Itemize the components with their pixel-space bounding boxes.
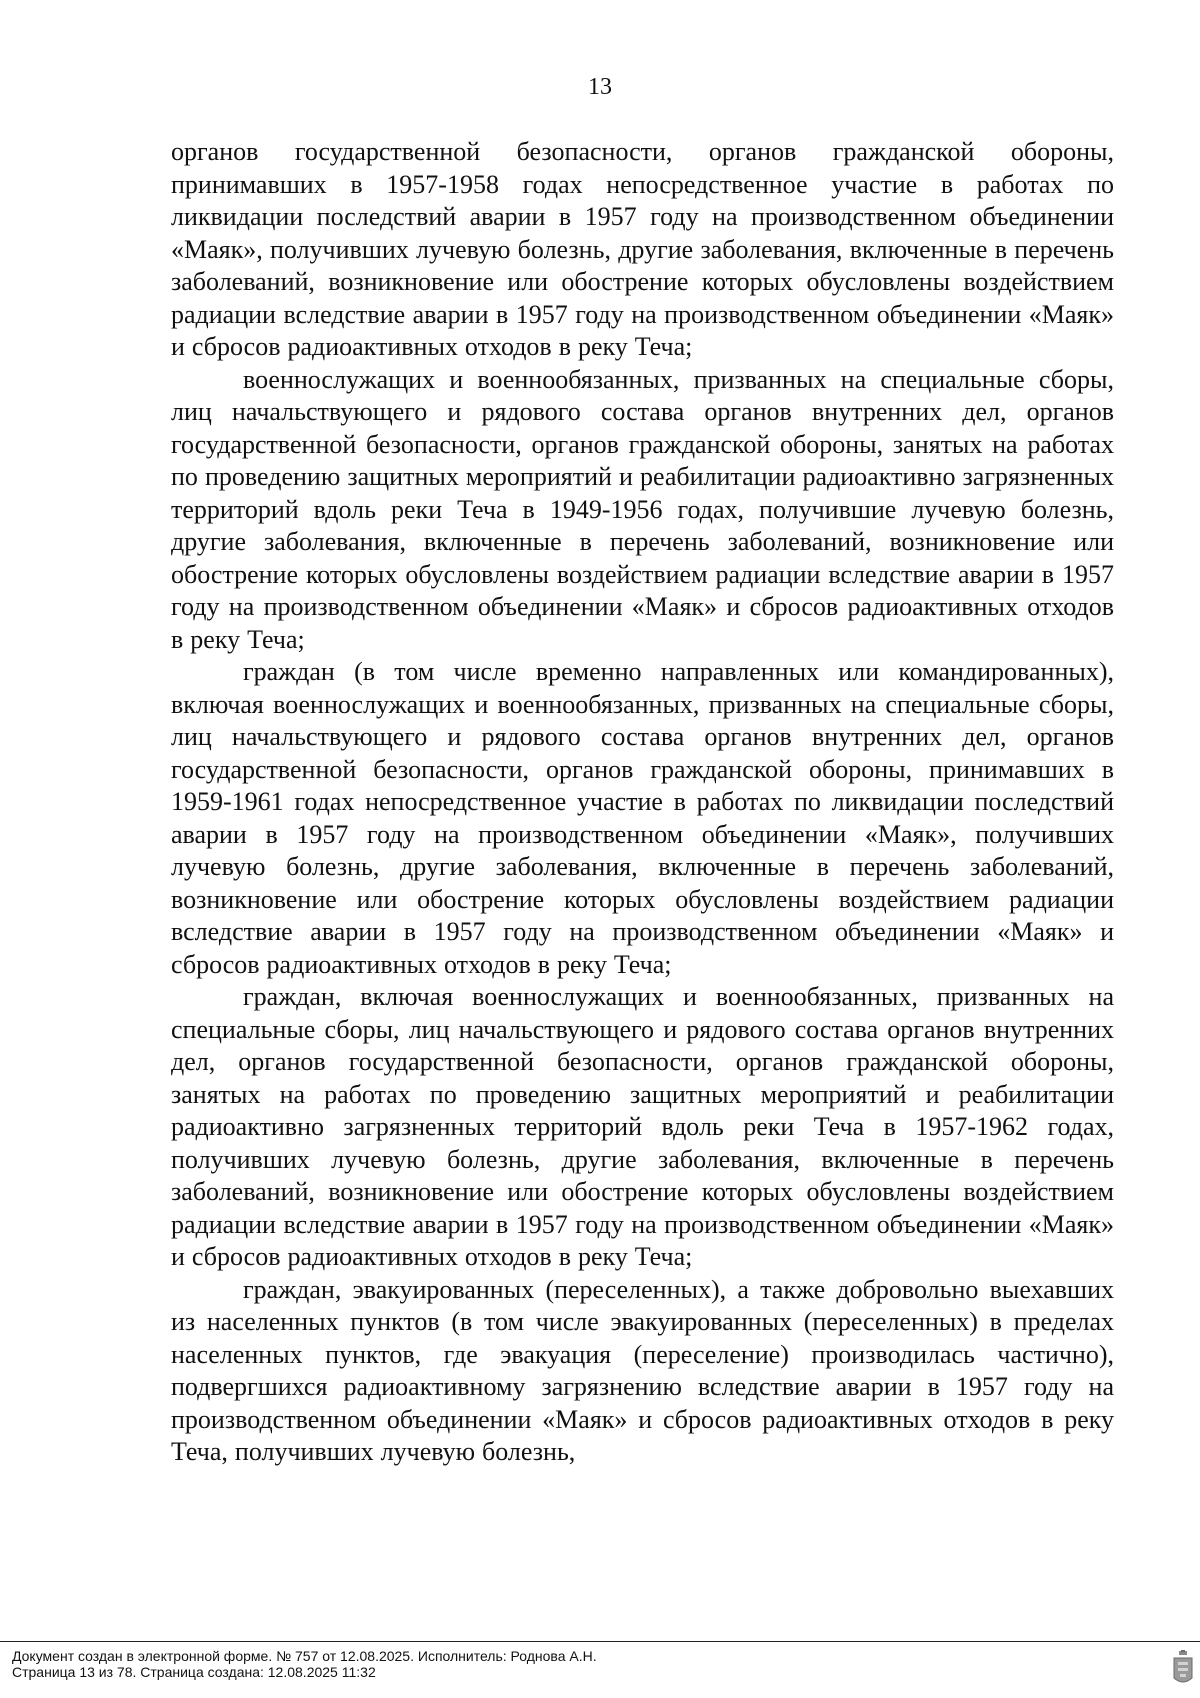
paragraph-citizens-1957-1962: граждан, включая военнослужащих и военнообязанных, призванных на специальные сборы, лиц начальствующего и рядового состава органов внутренних дел, органов государственной безопасности, органов гражданской обороны, занятых на работах по проведению защитных мероприятий и реабилитации радиоактивно загрязненных территорий вдоль реки Теча в 1957-1962 годах, получивших лучевую болезнь, другие заболевания, включенные в перечень заболеваний, возникновение или обострение которых обусловлены воздействием радиации вследствие аварии в 1957 году на производственном объединении «Маяк» и сбросов радиоактивных отходов в реку Теча;: [171, 982, 1114, 1271]
paragraph-evacuated-citizens: граждан, эвакуированных (переселенных), а также добровольно выехавших из населенных пунктов (в том числе эвакуированных (переселенных) в пределах населенных пунктов, где эвакуация (переселение) производилась частично), подвергшихся радиоактивному загрязнению вследствие аварии в 1957 году на производственном объединении «Маяк» и сбросов радиоактивных отходов в реку Теча, получивших лучевую болезнь,: [171, 1274, 1114, 1466]
paragraph-continuation: органов государственной безопасности, органов гражданской обороны, принимавших в 1957-1958 годах непосредственное участие в работах по ликвидации последствий аварии в 1957 году на производственном объединении «Маяк», получивших лучевую болезнь, другие заболевания, включенные в перечень заболеваний, возникновение или обострение которых обусловлены воздействием радиации вследствие аварии в 1957 году на производственном объединении «Маяк» и сбросов радиоактивных отходов в реку Теча;: [171, 137, 1114, 361]
footer-page-info: Страница 13 из 78. Страница создана: 12.08.2025 11:32: [12, 1664, 376, 1680]
electronic-document-footer: [12, 1648, 597, 1680]
coat-of-arms-icon: [1172, 1650, 1194, 1688]
footer-document-info: Документ создан в электронной форме. № 757 от 12.08.2025. Исполнитель: Роднова А.Н.: [12, 1648, 597, 1664]
page-number: 13: [588, 74, 612, 100]
body-text: [171, 136, 1114, 1469]
paragraph-citizens-1959-1961: граждан (в том числе временно направленных или командированных), включая военнослужащих и военнообязанных, призванных на специальные сборы, лиц начальствующего и рядового состава органов внутренних дел, органов государственной безопасности, органов гражданской обороны, принимавших в 1959-1961 годах непосредственное участие в работах по ликвидации последствий аварии в 1957 году на производственном объединении «Маяк», получивших лучевую болезнь, другие заболевания, включенные в перечень заболеваний, возникновение или обострение которых обусловлены воздействием радиации вследствие аварии в 1957 году на производственном объединении «Маяк» и сбросов радиоактивных отходов в реку Теча;: [171, 657, 1114, 979]
footer-divider: [0, 1641, 1200, 1642]
paragraph-military-1949-1956: военнослужащих и военнообязанных, призванных на специальные сборы, лиц начальствующего и рядового состава органов внутренних дел, органов государственной безопасности, органов гражданской обороны, занятых на работах по проведению защитных мероприятий и реабилитации радиоактивно загрязненных территорий вдоль реки Теча в 1949-1956 годах, получившие лучевую болезнь, другие заболевания, включенные в перечень заболеваний, возникновение или обострение которых обусловлены воздействием радиации вследствие аварии в 1957 году на производственном объединении «Маяк» и сбросов радиоактивных отходов в реку Теча;: [171, 364, 1114, 654]
